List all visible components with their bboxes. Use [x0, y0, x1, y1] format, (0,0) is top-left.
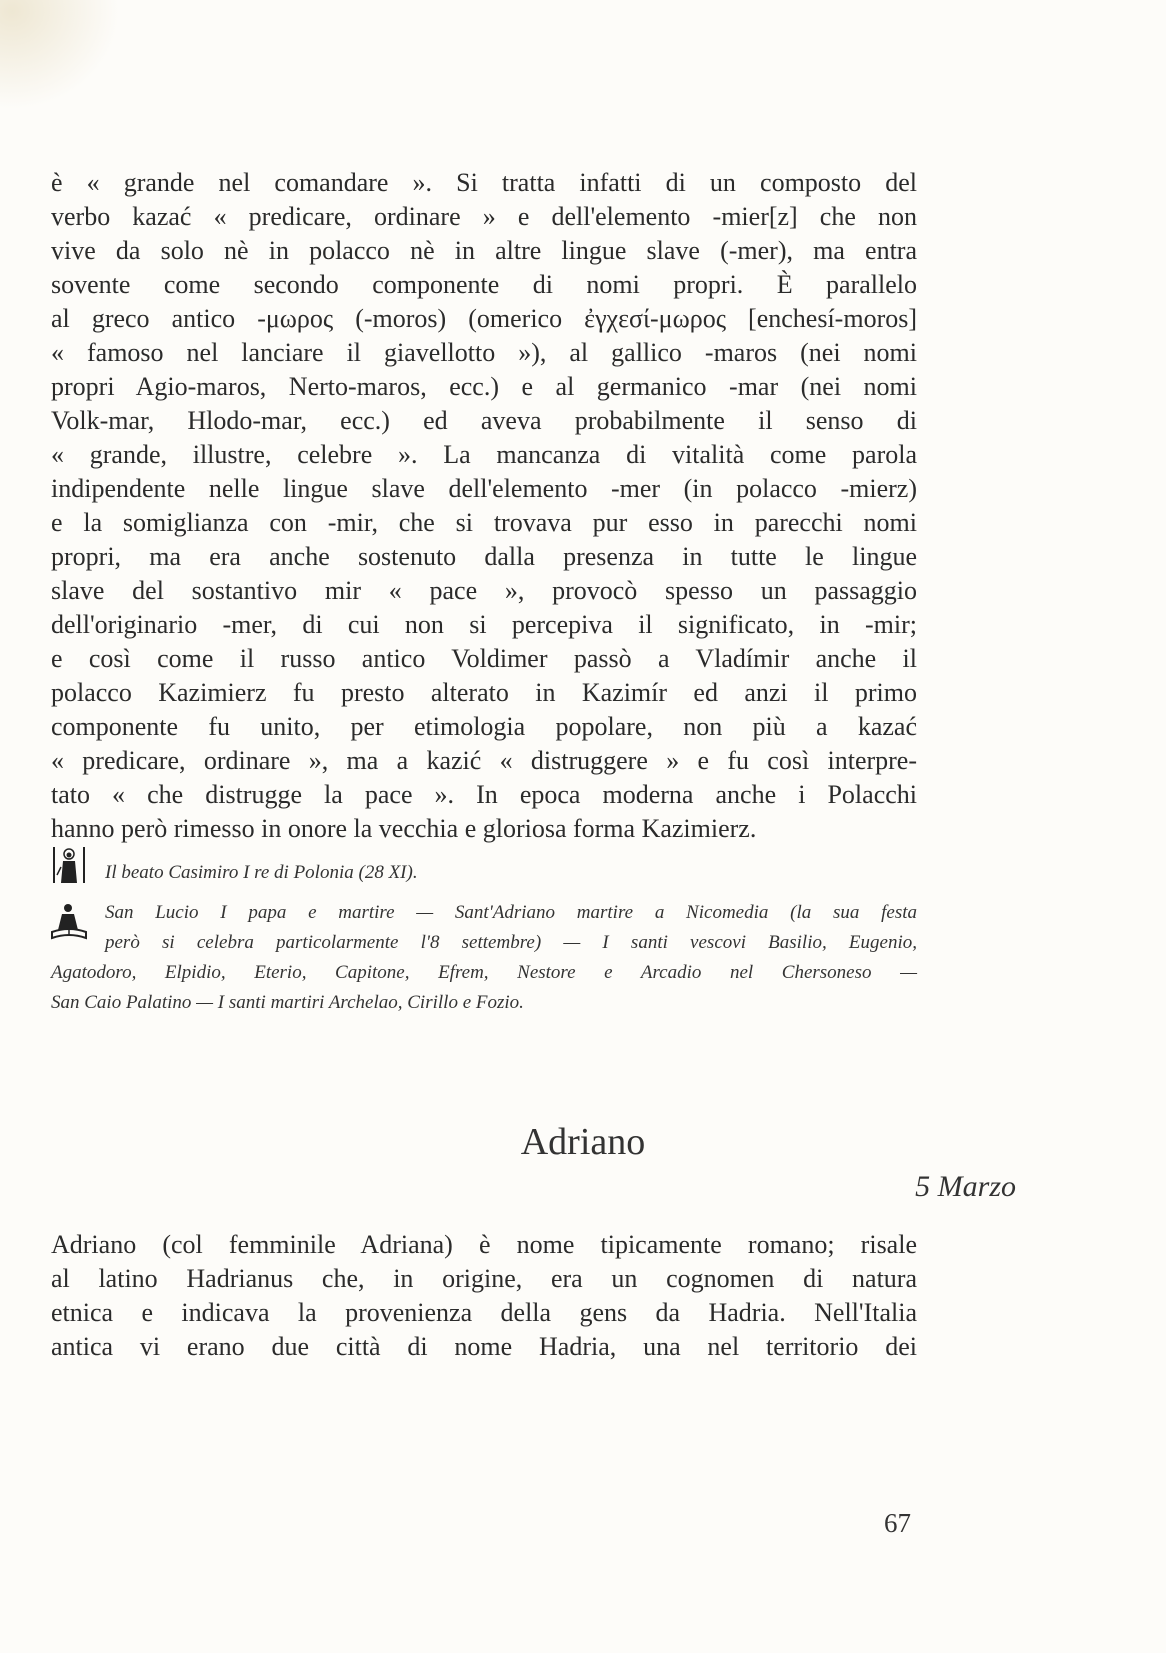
text-line: « predicare, ordinare », ma a kazić « distruggere » e fu così interpre- [51, 746, 917, 775]
text-line: « famoso nel lanciare il giavellotto »), al gallico -maros (nei nomi [51, 338, 917, 367]
text-line: indipendente nelle lingue slave dell'elemento -mer (in polacco -mierz) [51, 474, 917, 503]
feast-text: Il beato Casimiro I re di Polonia (28 XI). [105, 862, 418, 883]
feast-block-2 [51, 898, 917, 1018]
etymology-paragraph [51, 166, 917, 846]
text-line: propri, ma era anche sostenuto dalla presenza in tutte le lingue [51, 542, 917, 571]
text-line: slave del sostantivo mir « pace », provocò spesso un passaggio [51, 576, 917, 605]
text-line: polacco Kazimierz fu presto alterato in Kazimír ed anzi il primo [51, 678, 917, 707]
feast-text: San Caio Palatino — I santi martiri Archelao, Cirillo e Fozio. [51, 992, 524, 1013]
paper-stain [0, 0, 120, 110]
feast-line-1 [51, 858, 917, 888]
text-line: è « grande nel comandare ». Si tratta infatti di un composto del [51, 168, 917, 197]
feast-text: San Lucio I papa e martire — Sant'Adriano martire a Nicomedia (la sua festa [105, 902, 917, 923]
text-line: « grande, illustre, celebre ». La mancanza di vitalità come parola [51, 440, 917, 469]
feast-text: Agatodoro, Elpidio, Eterio, Capitone, Efrem, Nestore e Arcadio nel Chersoneso — [51, 962, 917, 983]
text-line: e così come il russo antico Voldimer passò a Vladímir anche il [51, 644, 917, 673]
text-line: tato « che distrugge la pace ». In epoca moderna anche i Polacchi [51, 780, 917, 809]
text-line: Volk-mar, Hlodo-mar, ecc.) ed aveva probabilmente il senso di [51, 406, 917, 435]
section-date: 5 Marzo [915, 1170, 1016, 1203]
section-title: Adriano [520, 1121, 646, 1163]
text-line: vive da solo nè in polacco nè in altre lingue slave (-mer), ma entra [51, 236, 917, 265]
text-line: etnica e indicava la provenienza della gens da Hadria. Nell'Italia [51, 1298, 917, 1327]
text-line: propri Agio-maros, Nerto-maros, ecc.) e al germanico -mar (nei nomi [51, 372, 917, 401]
text-line: sovente come secondo componente di nomi propri. È parallelo [51, 270, 917, 299]
text-line: e la somiglianza con -mir, che si trovava pur esso in parecchi nomi [51, 508, 917, 537]
adriano-paragraph [51, 1228, 917, 1364]
text-line: hanno però rimesso in onore la vecchia e gloriosa forma Kazimierz. [51, 814, 757, 843]
text-line: al latino Hadrianus che, in origine, era un cognomen di natura [51, 1264, 917, 1293]
text-line: verbo kazać « predicare, ordinare » e dell'elemento -mier[z] che non [51, 202, 917, 231]
page-number: 67 [884, 1508, 911, 1538]
text-line: antica vi erano due città di nome Hadria, una nel territorio dei [51, 1332, 917, 1361]
text-line: componente fu unito, per etimologia popolare, non più a kazać [51, 712, 917, 741]
text-line: al greco antico -μωρος (-moros) (omerico ἐγχεσί-μωρος [enchesí-moros] [51, 304, 917, 333]
feast-text: però si celebra particolarmente l'8 settembre) — I santi vescovi Basilio, Eugenio, [105, 932, 917, 953]
text-line: Adriano (col femminile Adriana) è nome tipicamente romano; risale [51, 1230, 917, 1259]
text-line: dell'originario -mer, di cui non si percepiva il significato, in -mir; [51, 610, 917, 639]
